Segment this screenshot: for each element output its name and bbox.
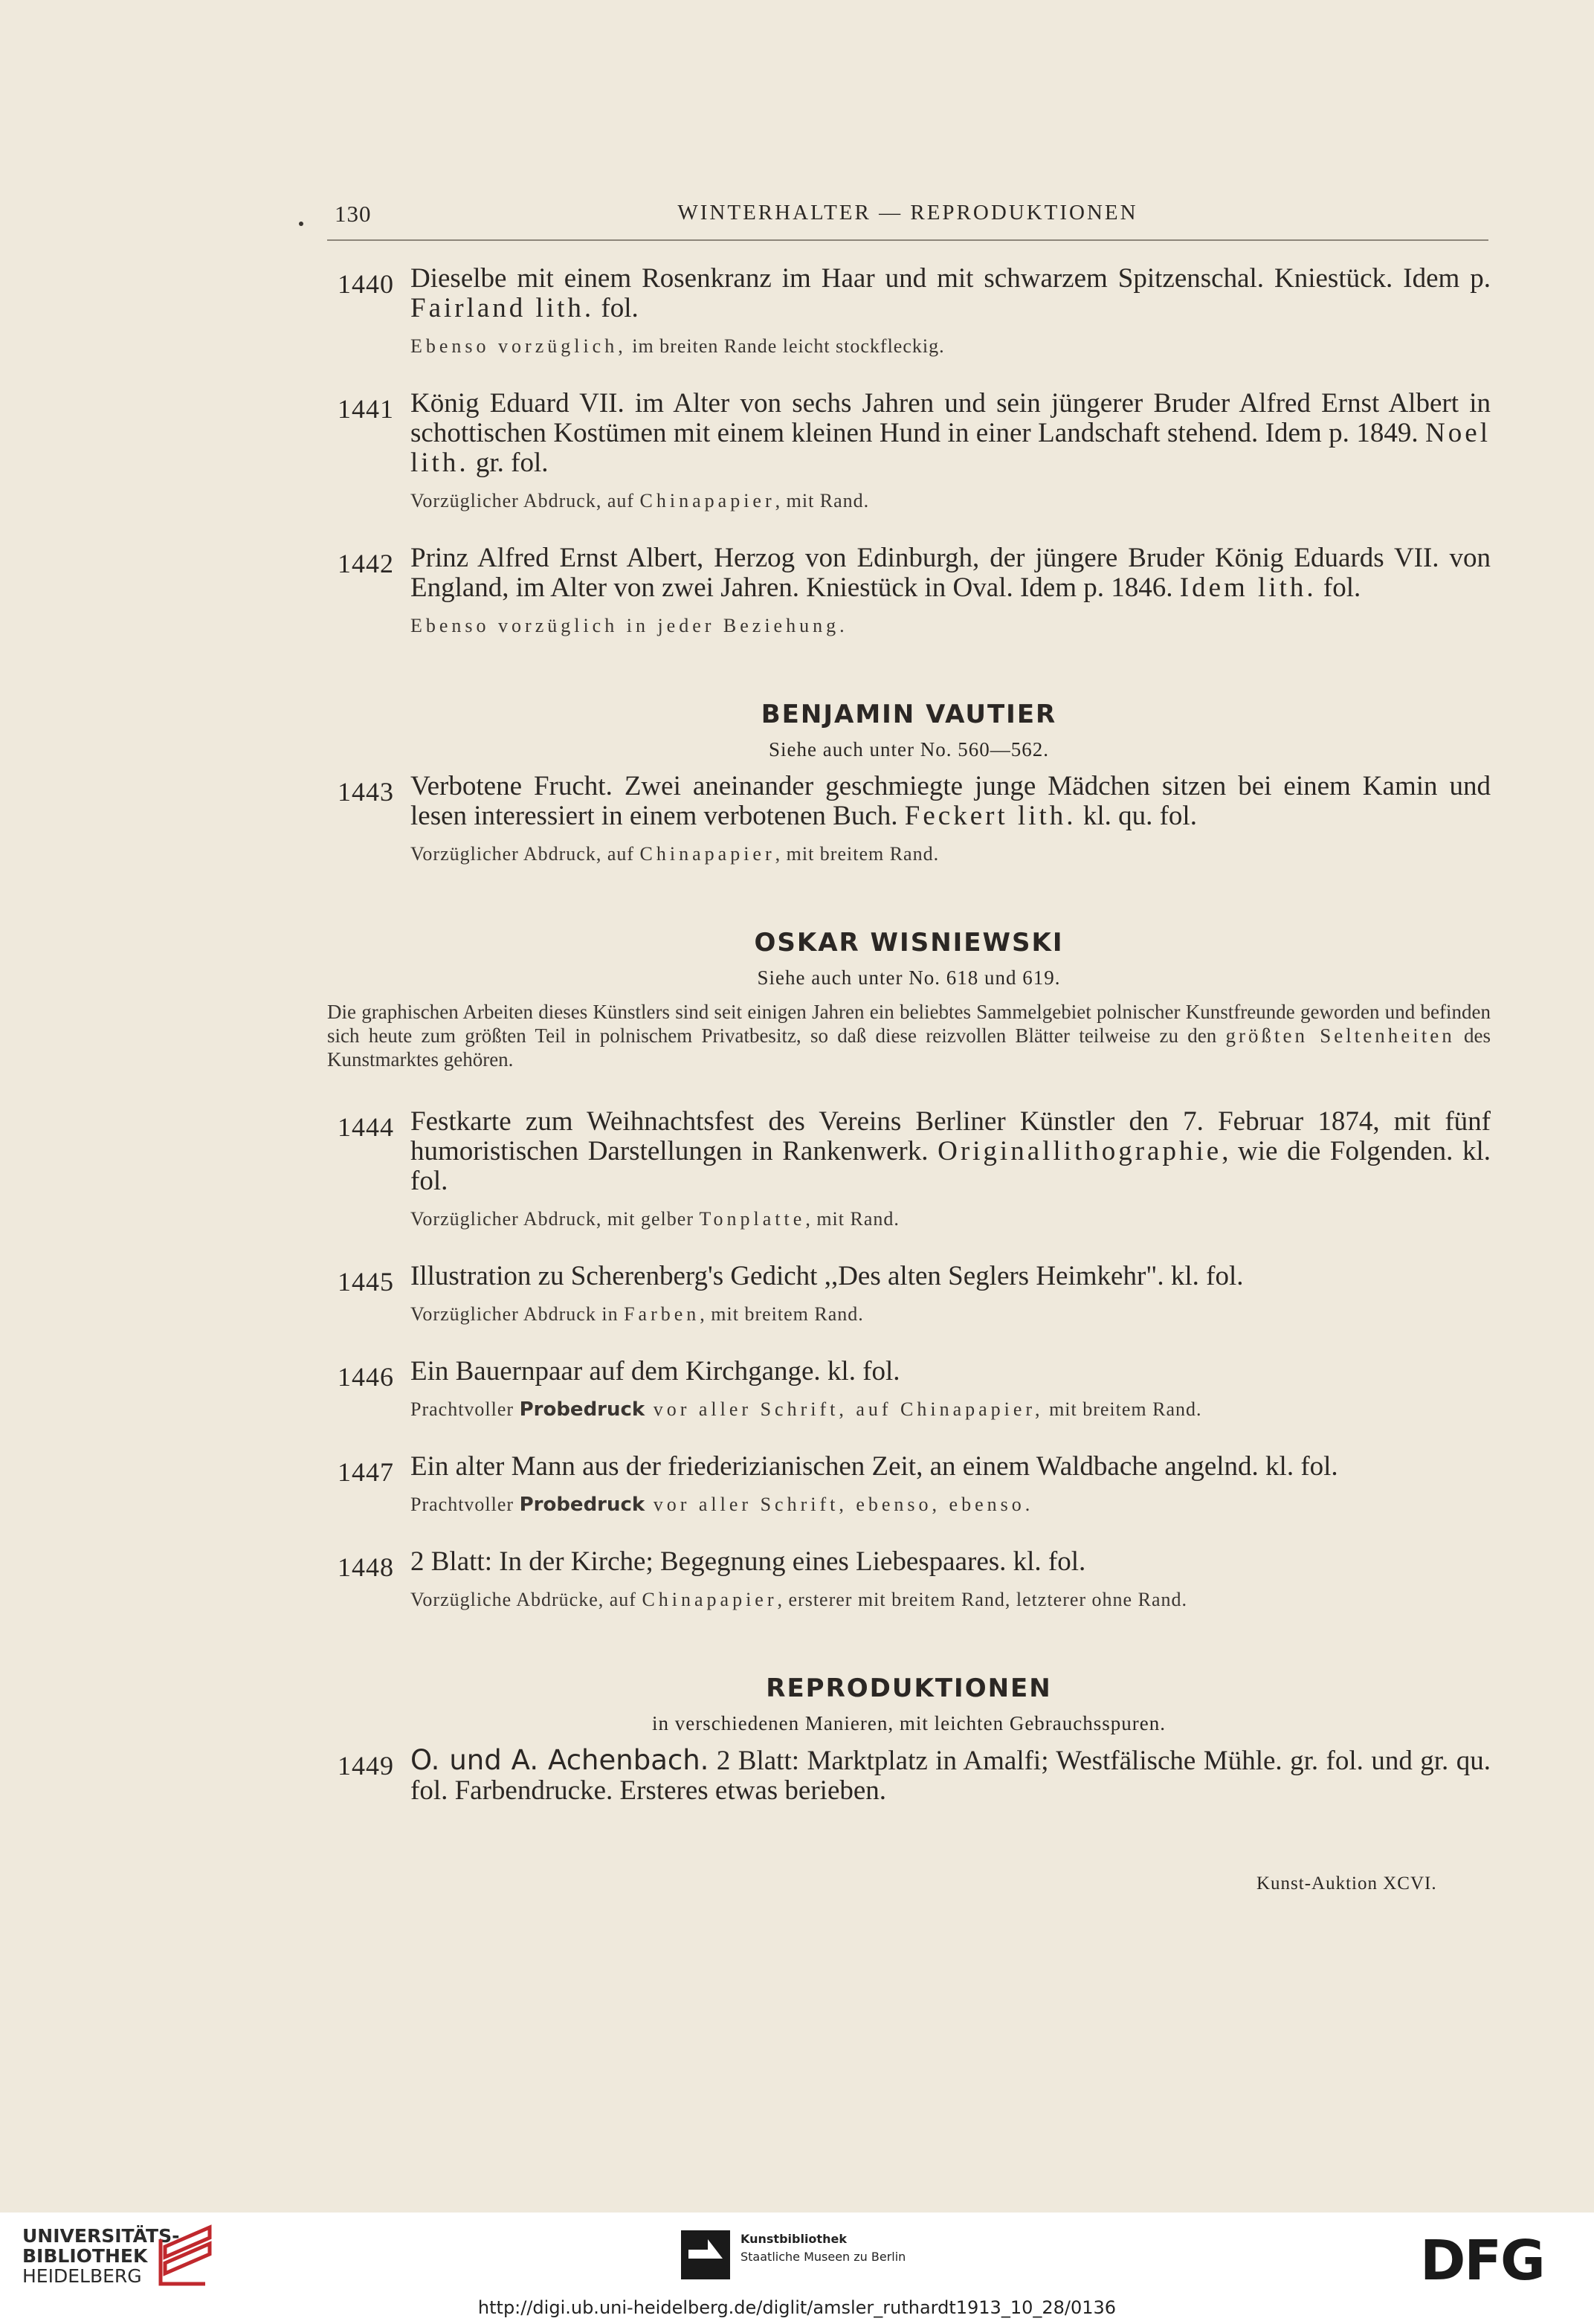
entry-number: 1447 <box>338 1457 394 1487</box>
catalog-entry-1443 <box>327 772 1491 867</box>
section-heading-reproduktionen: REPRODUKTIONEN <box>766 1673 1052 1703</box>
entry-note: Vorzüglicher Abdruck, mit gelber Tonplatte, mit Rand. <box>410 1208 900 1230</box>
entry-note: Prachtvoller Probedruck vor aller Schrift, ebenso, ebenso. <box>410 1494 1034 1516</box>
entry-text: Ein Bauernpaar auf dem Kirchgange. kl. fol. <box>410 1356 900 1387</box>
entry-note: Vorzüglicher Abdruck, auf Chinapapier, mit Rand. <box>410 490 870 511</box>
entry-note: Vorzügliche Abdrücke, auf Chinapapier, ersterer mit breitem Rand, letzterer ohne Rand. <box>410 1589 1187 1610</box>
entry-number: 1444 <box>338 1112 394 1142</box>
artist-heading-vautier: BENJAMIN VAUTIER <box>761 700 1057 729</box>
entry-text: Verbotene Frucht. Zwei aneinander geschmiegte junge Mädchen sitzen bei einem Kamin und lesen interessiert in einem verbotenen Buch. Feckert lith. kl. qu. fol. <box>410 771 1491 831</box>
entry-text: Illustration zu Scherenberg's Gedicht ,,Des alten Seglers Heimkehr". kl. fol. <box>410 1261 1244 1291</box>
catalog-entry-1449 <box>327 1746 1491 1806</box>
entry-number: 1446 <box>338 1362 394 1392</box>
catalog-entry-1447 <box>327 1452 1491 1517</box>
artist-heading-wisniewski: OSKAR WISNIEWSKI <box>754 928 1064 958</box>
entry-lithographer: Fairland lith. <box>410 293 595 323</box>
catalog-entry-1448 <box>327 1547 1491 1613</box>
entry-lithographer: Feckert lith. <box>904 801 1077 831</box>
entry-text: Dieselbe mit einem Rosenkranz im Haar und mit schwarzem Spitzenschal. Kniestück. Idem p. Fairland lith. fol. <box>410 263 1491 323</box>
catalog-entry-1446 <box>327 1357 1491 1422</box>
artist-description: Die graphischen Arbeiten dieses Künstlers sind seit einigen Jahren ein beliebtes Sammelgebiet polnischer Kunstfreunde geworden und befinden sich heute zum größten Teil in polnischem Privatbesitz, so daß diese reizvollen Blätter teilweise zu den größten Seltenheiten des Kunstmarktes gehören. <box>327 1001 1491 1071</box>
entry-number: 1443 <box>338 777 394 807</box>
entry-text: Festkarte zum Weihnachtsfest des Vereins Berliner Künstler den 7. Februar 1874, mit fünf humoristischen Darstellungen in Rankenwerk. Originallithographie, wie die Folgenden. kl. fol. <box>410 1106 1491 1196</box>
kunstbibliothek-logo-icon <box>681 2230 730 2279</box>
artist-crossref: Siehe auch unter No. 618 und 619. <box>757 966 1061 989</box>
entry-text: 2 Blatt: In der Kirche; Begegnung eines Liebespaares. kl. fol. <box>410 1546 1086 1577</box>
entry-number: 1442 <box>338 549 394 578</box>
catalog-entry-1441 <box>327 389 1491 514</box>
university-library-logo[interactable]: UNIVERSITÄTS- BIBLIOTHEK HEIDELBERG <box>22 2225 180 2287</box>
entry-number: 1441 <box>338 394 394 424</box>
entry-note: Vorzüglicher Abdruck in Farben, mit breitem Rand. <box>410 1303 864 1325</box>
running-header <box>327 201 1488 241</box>
entry-note: Ebenso vorzüglich, im breiten Rande leicht stockfleckig. <box>410 335 945 357</box>
entry-note: Prachtvoller Probedruck vor aller Schrift, auf Chinapapier, mit breitem Rand. <box>410 1398 1202 1421</box>
source-url[interactable]: http://digi.ub.uni-heidelberg.de/diglit/amsler_ruthardt1913_10_28/0136 <box>0 2297 1594 2324</box>
kunstbibliothek-label[interactable]: Kunstbibliothek Staatliche Museen zu Berlin <box>740 2232 906 2264</box>
catalog-signature: Kunst-Auktion XCVI. <box>1256 1873 1437 1894</box>
entry-number: 1449 <box>338 1751 394 1781</box>
catalog-entry-1445 <box>327 1262 1491 1327</box>
entry-number: 1445 <box>338 1267 394 1297</box>
ink-dot <box>299 222 303 226</box>
catalog-entry-1442 <box>327 543 1491 639</box>
page-number: 130 <box>335 201 372 227</box>
section-subtitle: in verschiedenen Manieren, mit leichten Gebrauchsspuren. <box>651 1712 1166 1734</box>
entry-text: O. und A. Achenbach. 2 Blatt: Marktplatz in Amalfi; Westfälische Mühle. gr. fol. und gr. qu. fol. Farbendrucke. Ersteres etwas berieben. <box>410 1744 1491 1806</box>
artist-crossref: Siehe auch unter No. 560—562. <box>769 738 1049 761</box>
entry-number: 1440 <box>338 269 394 299</box>
entry-lithographer: Idem lith. <box>1179 572 1317 603</box>
catalog-entry-1444 <box>327 1107 1491 1232</box>
entry-text: Prinz Alfred Ernst Albert, Herzog von Edinburgh, der jüngere Bruder König Eduards VII. von England, im Alter von zwei Jahren. Kniestück in Oval. Idem p. 1846. Idem lith. fol. <box>410 543 1491 603</box>
dfg-logo[interactable]: DFG <box>1420 2229 1544 2293</box>
entry-text: König Eduard VII. im Alter von sechs Jahren und sein jüngerer Bruder Alfred Ernst Albert in schottischen Kostümen mit einem kleinen Hund in einer Landschaft stehend. Idem p. 1849. Noel lith. gr. fol. <box>410 388 1491 478</box>
entry-number: 1448 <box>338 1552 394 1582</box>
entry-lithographer: Noel lith. <box>410 418 1491 478</box>
footer-logo-bar <box>0 2212 1594 2296</box>
catalog-content <box>327 264 1491 1836</box>
university-emblem-icon <box>158 2224 225 2287</box>
running-title: WINTERHALTER — REPRODUKTIONEN <box>677 201 1138 225</box>
entry-note: Ebenso vorzüglich in jeder Beziehung. <box>410 615 848 636</box>
entry-text: Ein alter Mann aus der friederizianischen Zeit, an einem Waldbache angelnd. kl. fol. <box>410 1451 1338 1482</box>
entry-note: Vorzüglicher Abdruck, auf Chinapapier, mit breitem Rand. <box>410 843 940 865</box>
catalog-entry-1440 <box>327 264 1491 359</box>
